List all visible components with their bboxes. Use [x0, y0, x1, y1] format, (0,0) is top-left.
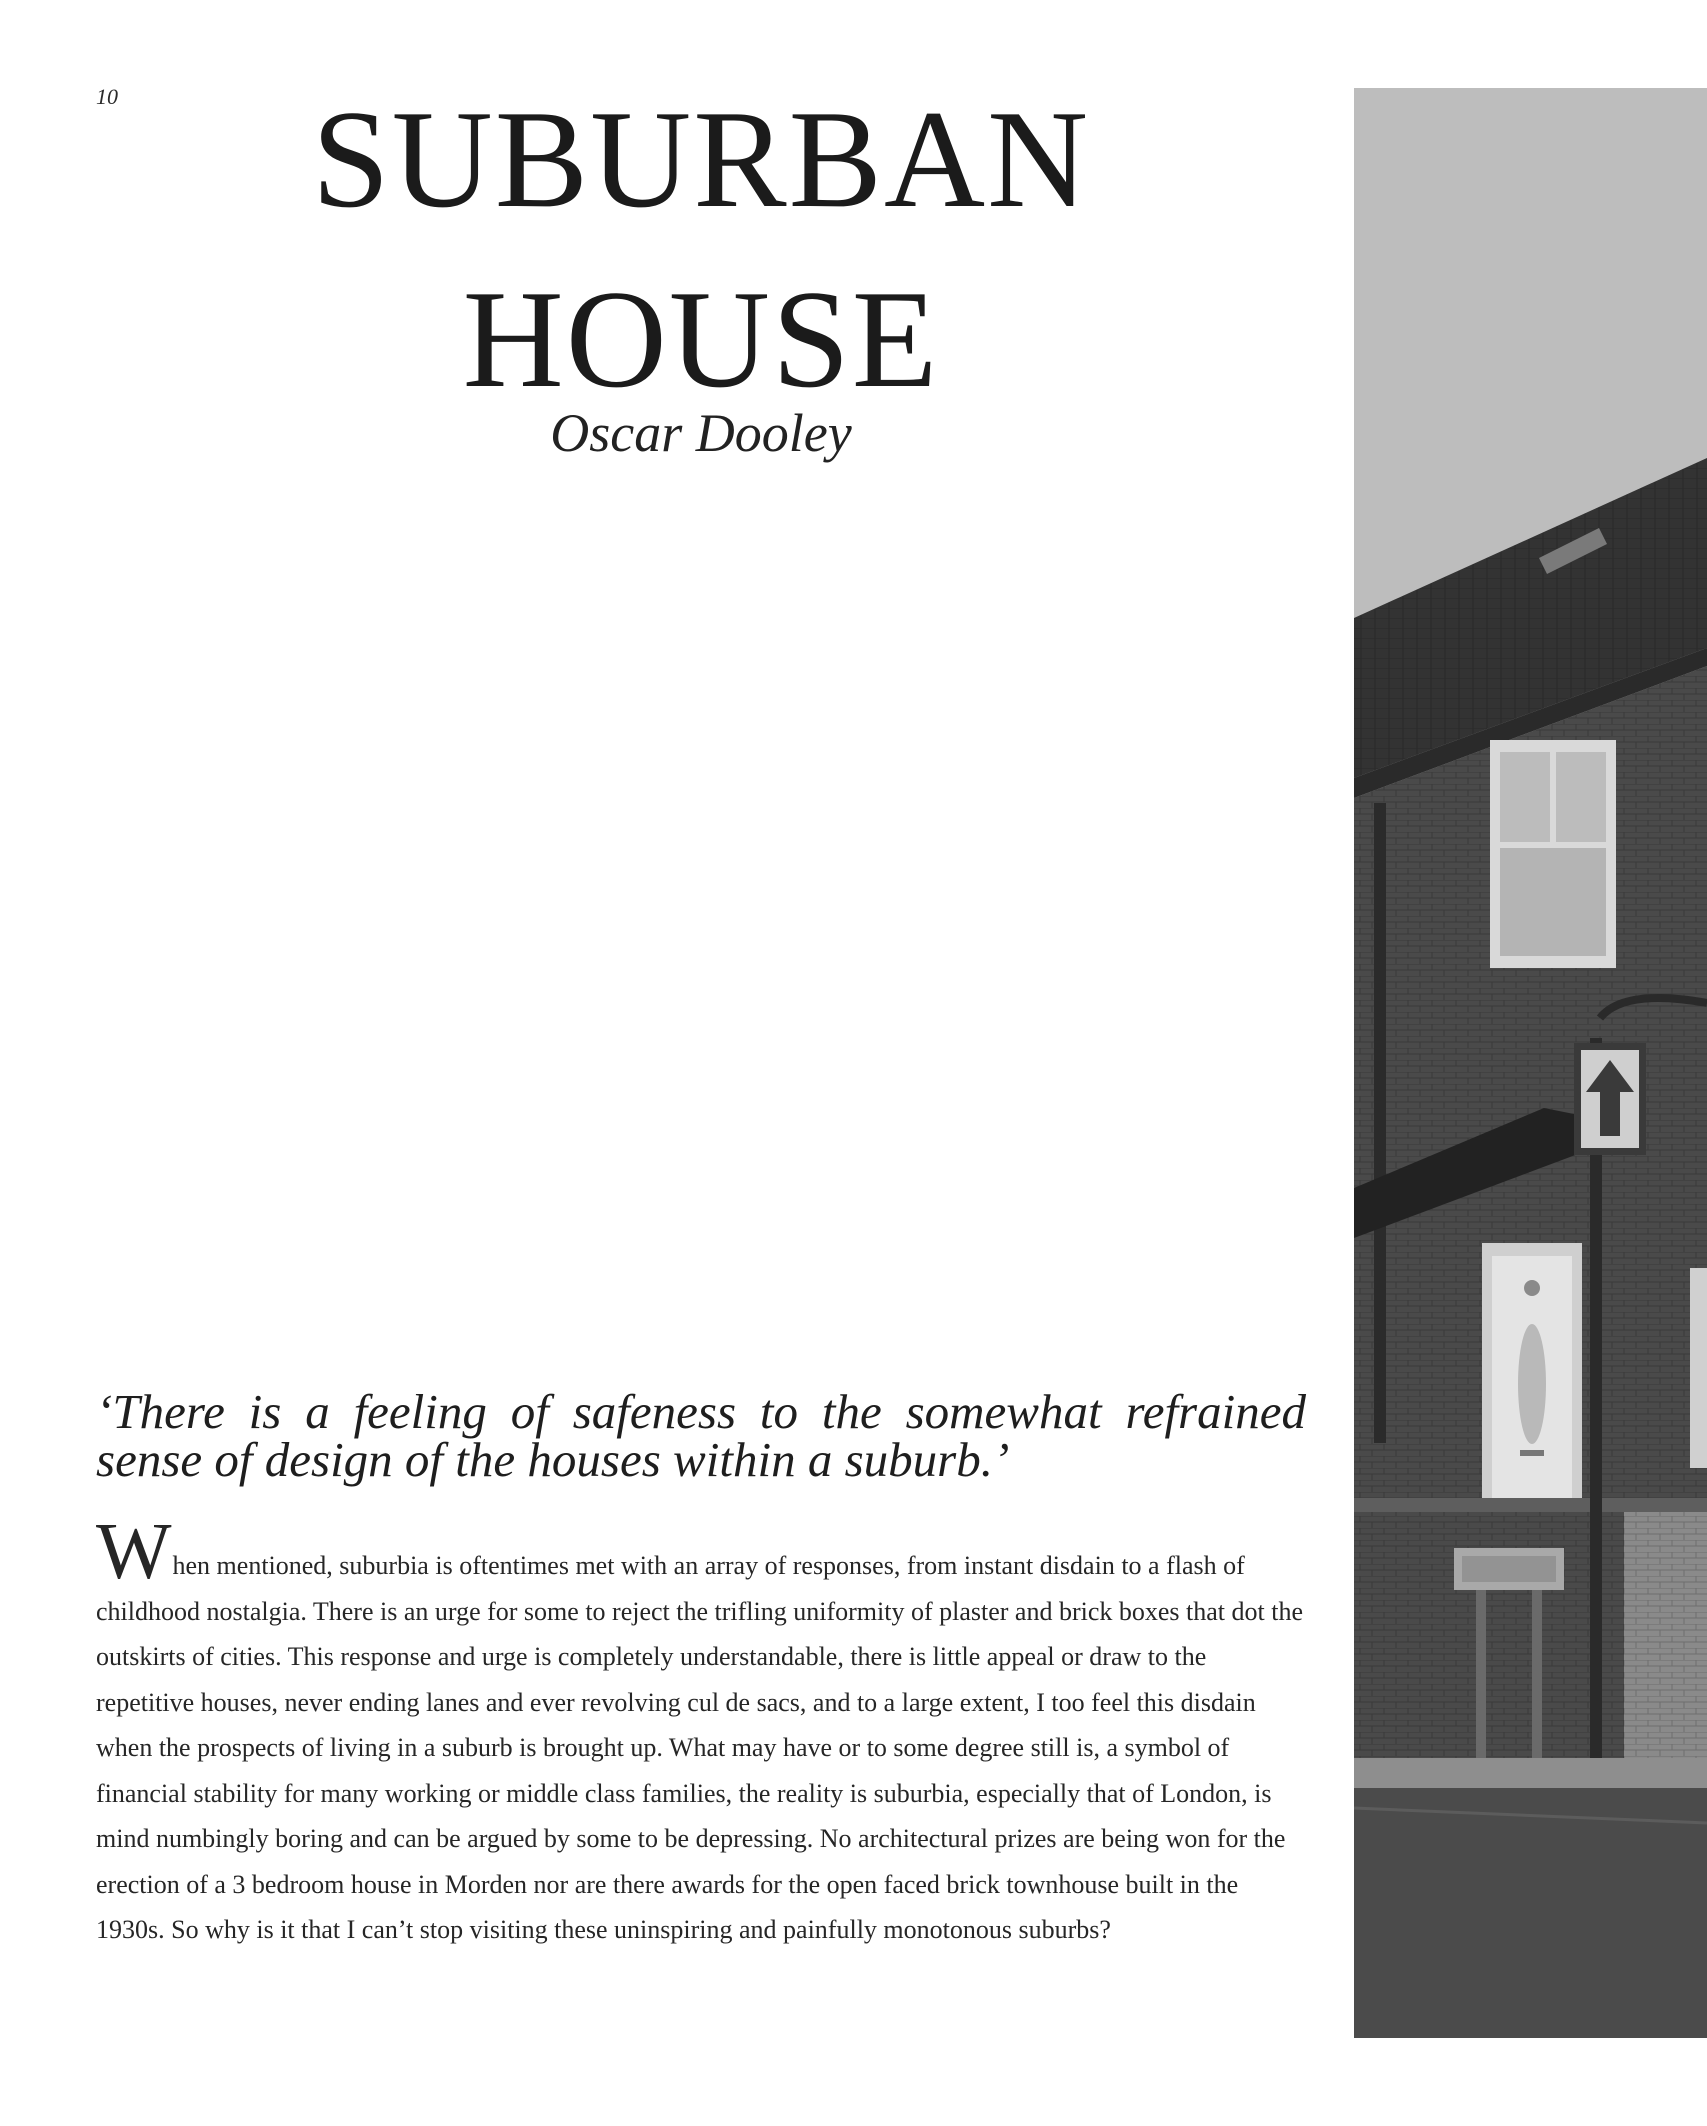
article-body: [96, 1508, 1306, 1953]
page-number: 10: [96, 84, 118, 109]
article-title: SUBURBAN HOUSE: [311, 82, 1091, 417]
pull-quote: ‘There is a feeling of safeness to the somewhat refrained sense of design of the houses within a suburb.’: [96, 1384, 1306, 1487]
drop-cap: W: [96, 1508, 172, 1596]
article-body-text: hen mentioned, suburbia is oftentimes met with an array of responses, from instant disdain to a flash of childhood nostalgia. There is an urge for some to reject the trifling uniformity of plaster and brick boxes that dot the outskirts of cities. This response and urge is completely understandable, there is little appeal or draw to the repetitive houses, never ending lanes and ever revolving cul de sacs, and to a large extent, I too feel this disdain when the prospects of living in a suburb is brought up. What may have or to some degree still is, a symbol of financial stability for many working or middle class families, the reality is suburbia, especially that of London, is mind numbingly boring and can be argued by some to be depressing. No architectural prizes are being won for the erection of a 3 bedroom house in Morden nor are there awards for the open faced brick townhouse built in the 1930s. So why is it that I can’t stop visiting these uninspiring and painfully monotonous suburbs?: [96, 1551, 1304, 1944]
house-photo: [1354, 88, 1707, 2038]
article-author: Oscar Dooley: [550, 403, 852, 463]
